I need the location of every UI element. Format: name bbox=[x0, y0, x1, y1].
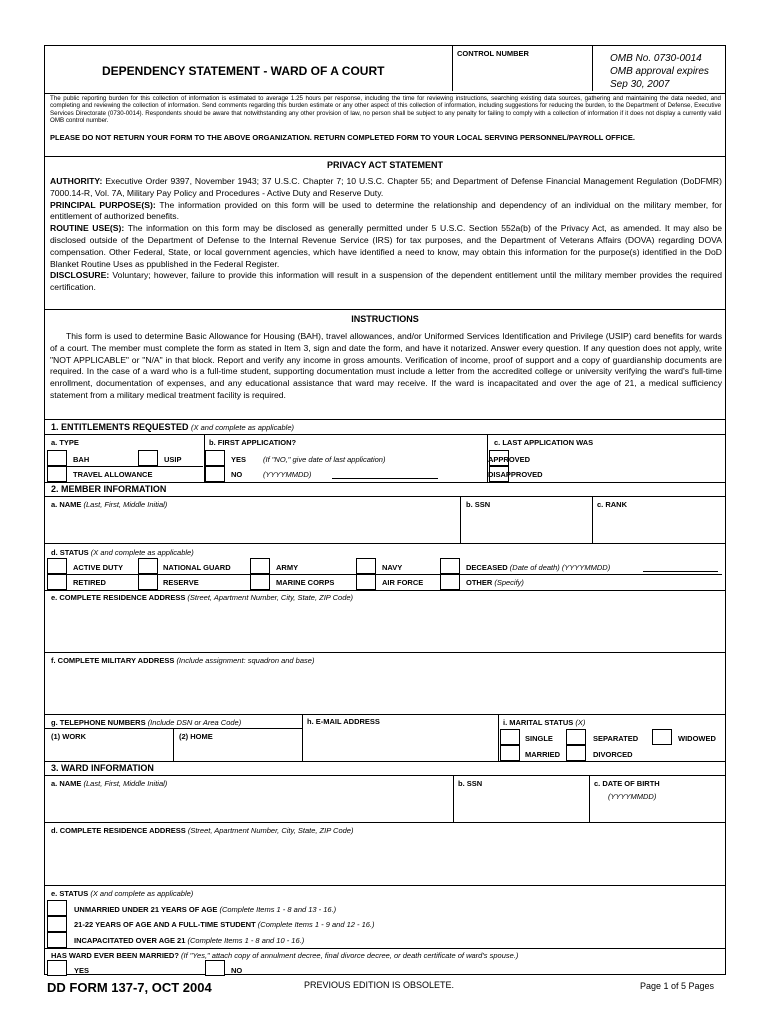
form-number: DD FORM 137-7, OCT 2004 bbox=[47, 980, 212, 995]
travel-allowance-checkbox[interactable] bbox=[47, 466, 67, 482]
ward-residence-field[interactable] bbox=[46, 836, 724, 884]
military-address-field[interactable] bbox=[46, 666, 724, 714]
home-phone-label: (2) HOME bbox=[179, 732, 213, 741]
retired-checkbox[interactable] bbox=[47, 574, 67, 590]
purpose-text: The information provided on this form will be used to determine the relationship and dependency of an individual on the military member, for entitlement of authorized benefits. bbox=[50, 199, 722, 222]
form-title: DEPENDENCY STATEMENT - WARD OF A COURT bbox=[102, 64, 385, 78]
navy-label: NAVY bbox=[382, 563, 403, 572]
widowed-checkbox[interactable] bbox=[652, 729, 672, 745]
army-checkbox[interactable] bbox=[250, 558, 270, 574]
retired-label: RETIRED bbox=[73, 578, 106, 587]
deceased-checkbox[interactable] bbox=[440, 558, 460, 574]
incapacitated-checkbox[interactable] bbox=[47, 932, 67, 948]
disapproved-label: DISAPPROVED bbox=[488, 470, 543, 479]
first-application-yes-note: (If "NO," give date of last application) bbox=[263, 455, 386, 464]
separated-checkbox[interactable] bbox=[566, 729, 586, 745]
first-application-yes-label: YES bbox=[231, 455, 247, 464]
bah-checkbox[interactable] bbox=[47, 450, 67, 466]
ward-ssn-field[interactable] bbox=[454, 789, 588, 821]
member-status-label: d. STATUS (X and complete as applicable) bbox=[51, 548, 194, 557]
edition-notice: PREVIOUS EDITION IS OBSOLETE. bbox=[304, 980, 455, 990]
air-force-checkbox[interactable] bbox=[356, 574, 376, 590]
first-application-no-label: NO bbox=[231, 470, 243, 479]
unmarried-under-21-label: UNMARRIED UNDER 21 YEARS OF AGE (Complete Items 1 - 8 and 13 - 16.) bbox=[74, 905, 337, 914]
ward-status-label: e. STATUS (X and complete as applicable) bbox=[51, 889, 194, 898]
ward-married-no-checkbox[interactable] bbox=[205, 960, 225, 976]
military-address-label: f. COMPLETE MILITARY ADDRESS (Include assignment: squadron and base) bbox=[51, 656, 315, 665]
usip-label: USIP bbox=[164, 455, 182, 464]
member-ssn-field[interactable] bbox=[461, 510, 591, 542]
deceased-label: DECEASED (Date of death) (YYYYMMDD) bbox=[466, 563, 611, 572]
instructions-heading: INSTRUCTIONS bbox=[351, 314, 419, 324]
reserve-checkbox[interactable] bbox=[138, 574, 158, 590]
bah-label: BAH bbox=[73, 455, 90, 464]
full-time-student-checkbox[interactable] bbox=[47, 916, 67, 932]
approved-label: APPROVED bbox=[488, 455, 531, 464]
last-application-date-input[interactable] bbox=[332, 478, 438, 479]
ward-name-label: a. NAME (Last, First, Middle Initial) bbox=[51, 779, 168, 788]
member-name-field[interactable] bbox=[46, 510, 459, 542]
member-rank-field[interactable] bbox=[593, 510, 725, 542]
routine-use-label: ROUTINE USE(S): bbox=[50, 223, 125, 234]
single-checkbox[interactable] bbox=[500, 729, 520, 745]
work-phone-label: (1) WORK bbox=[51, 732, 86, 741]
page-number: Page 1 of 5 Pages bbox=[640, 981, 715, 991]
first-application-label: b. FIRST APPLICATION? bbox=[209, 438, 297, 447]
member-name-label: a. NAME (Last, First, Middle Initial) bbox=[51, 500, 168, 509]
ward-married-no-label: NO bbox=[231, 966, 243, 975]
married-checkbox[interactable] bbox=[500, 745, 520, 761]
divorced-checkbox[interactable] bbox=[566, 745, 586, 761]
email-field[interactable] bbox=[303, 728, 497, 760]
privacy-act-text bbox=[50, 176, 722, 294]
purpose-label: PRINCIPAL PURPOSE(S): bbox=[50, 199, 156, 210]
dd-form-137-7 bbox=[44, 45, 726, 975]
marital-status-label: i. MARITAL STATUS (X) bbox=[503, 718, 586, 727]
ward-dob-label: c. DATE OF BIRTH bbox=[594, 779, 660, 788]
incapacitated-label: INCAPACITATED OVER AGE 21 (Complete Items 1 - 8 and 10 - 16.) bbox=[74, 936, 305, 945]
air-force-label: AIR FORCE bbox=[382, 578, 424, 587]
travel-allowance-label: TRAVEL ALLOWANCE bbox=[73, 470, 153, 479]
authority-text: Executive Order 9397, November 1943; 37 U.S.C. Chapter 7; 10 U.S.C. Chapter 55; and Department of Defense Financial Management Regulation (DoDFMR) 7000.14-R, Vol. 7A, Military Pay Policy and Procedures - Active Duty and Reserve Duty. bbox=[50, 176, 722, 198]
omb-number: OMB No. 0730-0014 bbox=[610, 53, 702, 64]
last-application-date-format: (YYYYMMDD) bbox=[263, 470, 312, 479]
section-2-heading: 2. MEMBER INFORMATION bbox=[51, 484, 167, 494]
date-of-death-input[interactable] bbox=[643, 571, 718, 572]
ward-ssn-label: b. SSN bbox=[458, 779, 483, 788]
member-residence-label: e. COMPLETE RESIDENCE ADDRESS (Street, Apartment Number, City, State, ZIP Code) bbox=[51, 593, 354, 602]
divorced-label: DIVORCED bbox=[593, 750, 633, 759]
reserve-label: RESERVE bbox=[163, 578, 199, 587]
authority-label: AUTHORITY: bbox=[50, 176, 103, 186]
member-residence-field[interactable] bbox=[46, 603, 724, 651]
active-duty-label: ACTIVE DUTY bbox=[73, 563, 124, 572]
active-duty-checkbox[interactable] bbox=[47, 558, 67, 574]
marine-corps-label: MARINE CORPS bbox=[276, 578, 335, 587]
married-label: MARRIED bbox=[525, 750, 560, 759]
disclosure-label: DISCLOSURE: bbox=[50, 270, 110, 281]
email-label: h. E-MAIL ADDRESS bbox=[307, 717, 380, 726]
telephone-label: g. TELEPHONE NUMBERS (Include DSN or Area Code) bbox=[51, 718, 242, 727]
ward-residence-label: d. COMPLETE RESIDENCE ADDRESS (Street, Apartment Number, City, State, ZIP Code) bbox=[51, 826, 354, 835]
work-phone-field[interactable] bbox=[46, 742, 172, 760]
last-application-label: c. LAST APPLICATION WAS bbox=[494, 438, 594, 447]
national-guard-checkbox[interactable] bbox=[138, 558, 158, 574]
other-checkbox[interactable] bbox=[440, 574, 460, 590]
privacy-act-heading: PRIVACY ACT STATEMENT bbox=[326, 160, 443, 170]
entitlement-type-label: a. TYPE bbox=[51, 438, 79, 447]
marine-corps-checkbox[interactable] bbox=[250, 574, 270, 590]
section-1-heading: 1. ENTITLEMENTS REQUESTED (X and complete as applicable) bbox=[51, 422, 295, 432]
ward-married-yes-label: YES bbox=[74, 966, 90, 975]
member-ssn-label: b. SSN bbox=[466, 500, 491, 509]
other-label: OTHER (Specify) bbox=[466, 578, 524, 587]
omb-expiry-date: Sep 30, 2007 bbox=[610, 79, 670, 90]
disclosure-text: Voluntary; however, failure to provide this information will result in a suspension of the dependent entitlement until the military member provides the required certification. bbox=[50, 270, 722, 293]
member-rank-label: c. RANK bbox=[597, 500, 628, 509]
home-phone-field[interactable] bbox=[174, 742, 301, 760]
burden-statement: The public reporting burden for this collection of information is estimated to average 1.25 hours per response, including the time for reviewing instructions, searching existing data sources, gathering and maintaining the data needed, and completing and reviewing the collection of information. Send comments regarding this burden estimate or any other aspect of this collection of information, including suggestions for reducing the burden, to the Department of Defense, Executive Services Directorate (0730-0014). Respondents should be aware that notwithstanding any other provision of law, no person shall be subject to any penalty for failing to comply with a collection of information if it does not display a currently valid OMB control number. bbox=[50, 95, 721, 124]
ward-married-question: HAS WARD EVER BEEN MARRIED? (If "Yes," attach copy of annulment decree, final divorce decree, or death certificate of ward's spouse.) bbox=[51, 951, 519, 960]
ward-dob-format: (YYYYMMDD) bbox=[608, 792, 657, 801]
single-label: SINGLE bbox=[525, 734, 553, 743]
control-number-field[interactable] bbox=[453, 58, 591, 90]
routine-use-text: The information on this form may be disclosed as generally permitted under 5 U.S.C. Section 552a(b) of the Privacy Act, as amended. It may also be disclosed outside of the Department of Defense to the Internal Revenue Service (IRS) for tax purposes, and the Department of Veterans Affairs (DOVA) regarding DOVA compensation. Other Federal, State, or local government agencies, which have identified a need to know, may obtain this information for the purpose(s) identified in the DoD Blanket Routine Uses as ppublished in the Federal Register. bbox=[50, 223, 723, 269]
control-number-label: CONTROL NUMBER bbox=[457, 49, 529, 58]
ward-dob-field[interactable] bbox=[590, 802, 724, 821]
omb-expires: OMB approval expires bbox=[610, 66, 709, 77]
first-application-yes-checkbox[interactable] bbox=[205, 450, 225, 466]
navy-checkbox[interactable] bbox=[356, 558, 376, 574]
usip-checkbox[interactable] bbox=[138, 450, 158, 466]
section-3-heading: 3. WARD INFORMATION bbox=[51, 763, 154, 773]
ward-name-field[interactable] bbox=[46, 789, 452, 821]
separated-label: SEPARATED bbox=[593, 734, 639, 743]
national-guard-label: NATIONAL GUARD bbox=[163, 563, 231, 572]
ward-married-yes-checkbox[interactable] bbox=[47, 960, 67, 976]
return-notice: PLEASE DO NOT RETURN YOUR FORM TO THE ABOVE ORGANIZATION. RETURN COMPLETED FORM TO YOUR LOCAL SERVING PERSONNEL/PAYROLL OFFICE. bbox=[50, 133, 635, 142]
army-label: ARMY bbox=[276, 563, 299, 572]
widowed-label: WIDOWED bbox=[678, 734, 716, 743]
instructions-text: This form is used to determine Basic Allowance for Housing (BAH), travel allowances, and/or Uniformed Services Identification and Privilege (USIP) card benefits for wards of a court. The member must complete the form as stated in Item 3, sign and date the form, and have it notarized. Answer every question. If any question does not apply, write "NOT APPLICABLE" or "N/A" in that block. Report and verify any income in gross amounts. Verification of income, proof of support and a copy of guardianship documents are required. In the case of a ward who is a full-time student, supporting documentation must include a letter from the accredited college or university verifying the ward's full-time enrollment, documentation of expenses, and any educational assistance that ward may receive. If the ward is incapacitated and over the age of 21, a medical sufficiency statement from a military medical treatment facility is required. bbox=[50, 331, 722, 400]
unmarried-under-21-checkbox[interactable] bbox=[47, 900, 67, 916]
first-application-no-checkbox[interactable] bbox=[205, 466, 225, 482]
full-time-student-label: 21-22 YEARS OF AGE AND A FULL-TIME STUDENT (Complete Items 1 - 9 and 12 - 16.) bbox=[74, 920, 375, 929]
